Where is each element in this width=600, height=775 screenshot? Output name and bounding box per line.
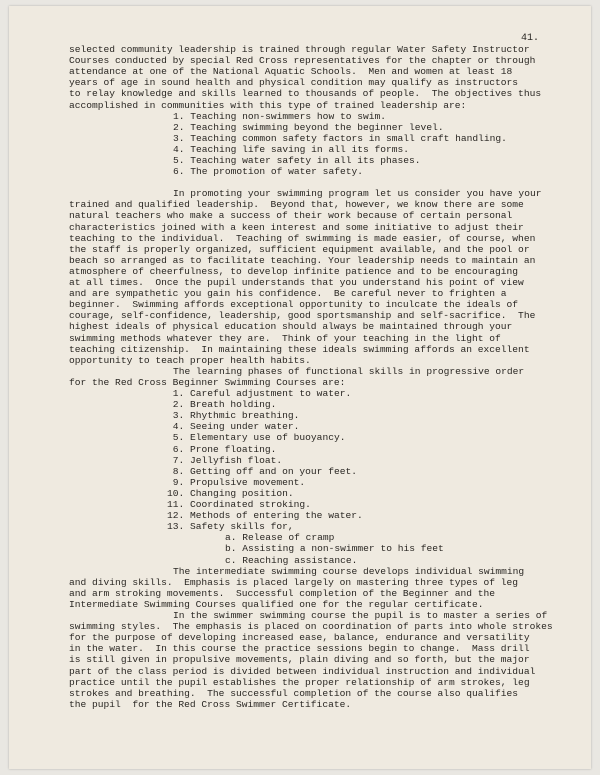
text-line: the pupil for the Red Cross Swimmer Certificate. [69, 698, 352, 710]
text-line: beach so arranged as to facilitate teaching. Your leadership needs to maintain an [69, 254, 536, 266]
text-line: beginner. Swimming affords exceptional opportunity to inculcate the ideals of [69, 299, 519, 311]
text-line: Courses conducted by special Red Cross representatives for the chapter or through [69, 55, 536, 67]
learning-phase-item: 1. Careful adjustment to water. [167, 388, 352, 399]
learning-phase-item: 13. Safety skills for, [167, 521, 294, 533]
text-line: courage, self-confidence, leadership, good sportsmanship and self-sacrifice. The [69, 310, 536, 322]
text-line: is still given in propulsive movements, plain diving and so forth, but the major [69, 654, 530, 666]
objective-item: 1. Teaching non-swimmers how to swim. [173, 110, 387, 122]
learning-phase-item: 6. Prone floating. [167, 443, 277, 455]
text-line: teaching to the individual. Teaching of swimming is made easier, of course, when [69, 232, 536, 244]
text-line: practice until the pupil establishes the proper relationship of arm strokes, leg [69, 676, 530, 688]
objective-item: 5. Teaching water safety in all its phases. [173, 155, 421, 166]
learning-phase-item: 10. Changing position. [167, 487, 294, 499]
text-line: attendance at one of the National Aquatic Schools. Men and women at least 18 [69, 66, 513, 78]
learning-phase-item: 3. Rhythmic breathing. [167, 410, 300, 422]
text-line: in the water. In this course the practice sessions begin to change. Mass drill [69, 643, 530, 655]
text-line: years of age in sound health and physical condition may qualify as instructors [69, 77, 519, 89]
text-line: accomplished in communities with this type of trained leadership are: [69, 99, 467, 111]
safety-skill-item: c. Reaching assistance. [225, 554, 358, 566]
text-line: swimming methods whatever they are. Think of your teaching in the light of [69, 332, 501, 344]
learning-phase-item: 5. Elementary use of buoyancy. [167, 432, 346, 444]
objective-item: 2. Teaching swimming beyond the beginner level. [173, 121, 444, 133]
text-line: In the swimmer swimming course the pupil is to master a series of [173, 610, 548, 621]
text-line: trained and qualified leadership. Beyond that, however, we know there are some [69, 199, 524, 211]
objective-item: 4. Teaching life saving in all its forms. [173, 143, 410, 155]
safety-skill-item: b. Assisting a non-swimmer to his feet [225, 543, 444, 555]
text-line: for the Red Cross Beginner Swimming Courses are: [69, 376, 346, 388]
learning-phase-item: 4. Seeing under water. [167, 421, 300, 433]
objective-item: 3. Teaching common safety factors in small craft handling. [173, 132, 507, 144]
learning-phase-item: 12. Methods of entering the water. [167, 510, 363, 522]
document-body [9, 6, 591, 769]
text-line: opportunity to teach proper health habits. [69, 354, 311, 366]
text-line: In promoting your swimming program let us consider you have your [173, 188, 542, 200]
text-line: Intermediate Swimming Courses qualified one for the regular certificate. [69, 598, 484, 610]
text-line: teaching citizenship. In maintaining these ideals swimming affords an excellent [69, 343, 530, 355]
text-line: part of the class period is divided between individual instruction and individual [69, 665, 536, 677]
document-page [9, 6, 591, 769]
text-line: The learning phases of functional skills in progressive order [173, 365, 525, 377]
learning-phase-item: 8. Getting off and on your feet. [167, 465, 357, 477]
text-line: natural teachers who make a success of their work because of certain personal [69, 210, 513, 222]
objective-item: 6. The promotion of water safety. [173, 166, 363, 178]
text-line: the staff is properly organized, sufficient equipment available, and the pool or [69, 243, 530, 255]
text-line: to relay knowledge and skills learned to thousands of people. The objectives thus [69, 88, 542, 100]
text-line: The intermediate swimming course develops individual swimming [173, 565, 525, 577]
safety-skill-item: a. Release of cramp [225, 532, 335, 544]
text-line: and diving skills. Emphasis is placed largely on mastering three types of leg [69, 576, 519, 588]
text-line: selected community leadership is trained through regular Water Safety Instructor [69, 44, 530, 55]
text-line: swimming styles. The emphasis is placed on coordination of parts into whole strokes [69, 621, 553, 633]
text-line: atmosphere of cheerfulness, to develop infinite patience and to be encouraging [69, 265, 519, 277]
learning-phase-item: 7. Jellyfish float. [167, 454, 283, 466]
text-line: at all times. Once the pupil understands that you understand his point of view [69, 277, 524, 288]
text-line: for the purpose of developing increased ease, balance, endurance and versatility [69, 632, 530, 644]
text-line: strokes and breathing. The successful completion of the course also qualifies [69, 687, 519, 699]
text-line: and are sympathetic you gain his confidence. Be careful never to frighten a [69, 288, 507, 300]
learning-phase-item: 9. Propulsive movement. [167, 476, 306, 488]
learning-phase-item: 11. Coordinated stroking. [167, 499, 311, 510]
learning-phase-item: 2. Breath holding. [167, 399, 277, 411]
page-number: 41. [521, 33, 540, 44]
text-line: and arm stroking movements. Successful completion of the Beginner and the [69, 587, 496, 599]
text-line: highest ideals of physical education should always be maintained through your [69, 321, 513, 333]
text-line: characteristics joined with a keen interest and some initiative to adjust their [69, 221, 524, 233]
